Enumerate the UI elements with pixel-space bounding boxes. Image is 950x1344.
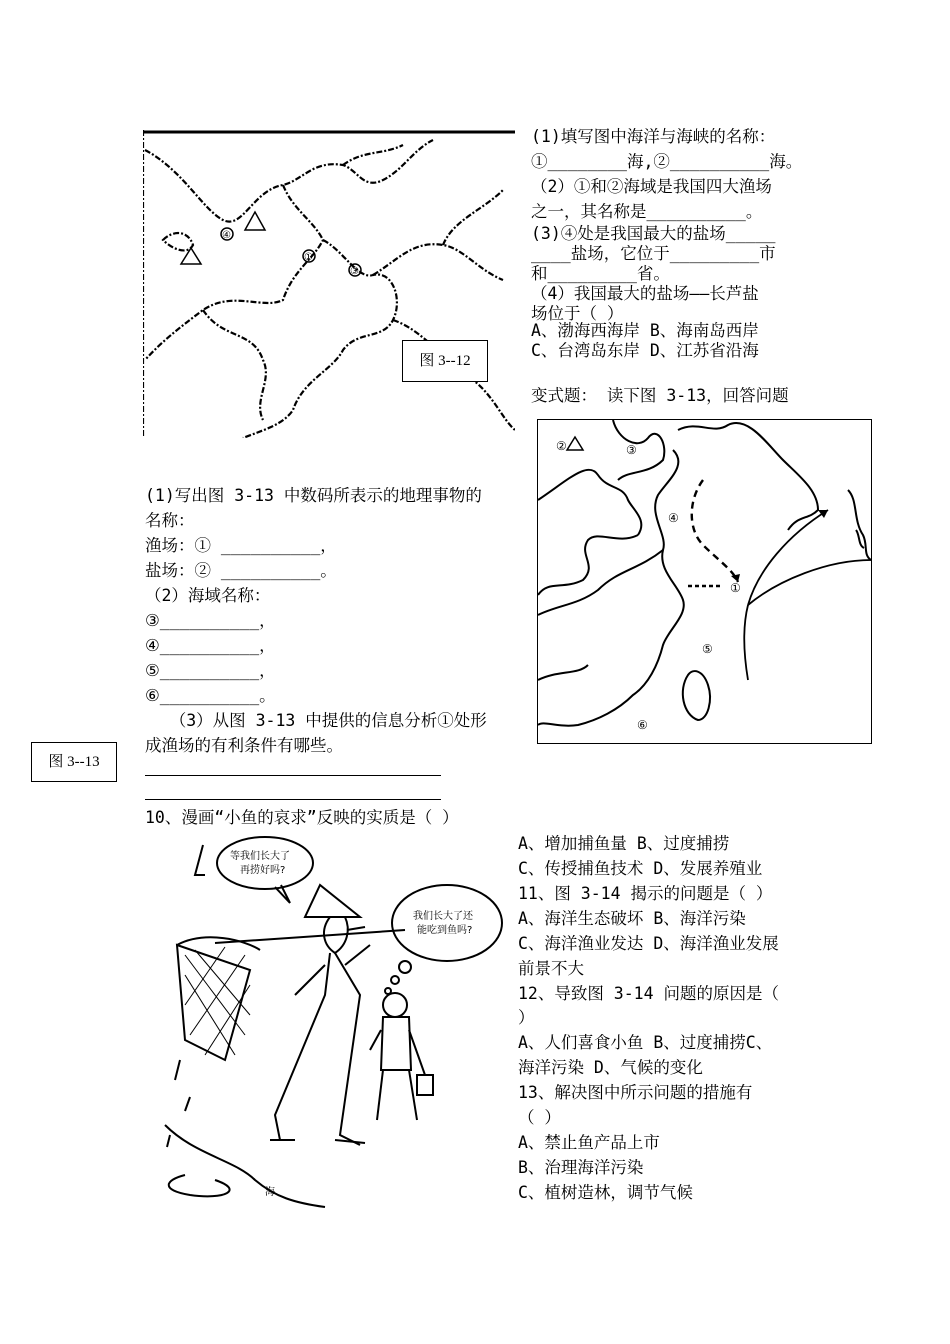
rq-line: 前景不大 xyxy=(518,959,584,978)
map-3-13-label: 图 3--13 xyxy=(31,742,117,782)
q313-line: ③__________， xyxy=(145,611,276,630)
rq-line: A、增加捕鱼量 B、过度捕捞 xyxy=(518,834,730,853)
q1-line: (1)填写图中海洋与海峡的名称： xyxy=(531,127,776,146)
map313-mark-4: ④ xyxy=(668,511,679,525)
rq-line: C、海洋渔业发达 D、海洋渔业发展 xyxy=(518,934,779,953)
q1-line: C、台湾岛东岸 D、江苏省沿海 xyxy=(531,341,759,360)
q313-line: ⑥__________。 xyxy=(145,686,276,705)
cartoon-little-fish xyxy=(155,835,510,1207)
rq-line: C、传授捕鱼技术 D、发展养殖业 xyxy=(518,859,763,878)
rq-line: （ ） xyxy=(518,1108,561,1127)
rq-line: A、人们喜食小鱼 B、过度捕捞C、 xyxy=(518,1033,773,1052)
map312-mark-1: ① xyxy=(304,252,313,263)
cartoon-sea-label: 海 xyxy=(265,1187,275,1198)
q313-line: 盐场：② __________。 xyxy=(145,561,337,580)
map-3-12-coastline xyxy=(143,130,515,438)
q1-line: 和_________省。 xyxy=(531,264,670,283)
q1-line: A、渤海西海岸 B、海南岛西岸 xyxy=(531,321,759,340)
map-3-13-coastline xyxy=(538,420,871,743)
q313-line: （2）海域名称： xyxy=(145,586,271,605)
rq-line: A、海洋生态破坏 B、海洋污染 xyxy=(518,909,746,928)
rq-line: A、禁止鱼产品上市 xyxy=(518,1133,660,1152)
q1-line: 场位于（ ） xyxy=(531,304,624,323)
map313-mark-2: ② xyxy=(556,439,567,453)
map313-mark-1: ① xyxy=(730,581,741,595)
map-3-13 xyxy=(537,419,872,744)
rq-line: 11、图 3-14 揭示的问题是（ ） xyxy=(518,884,773,903)
cartoon-drawing xyxy=(155,835,510,1207)
rq-line: 海洋污染 D、气候的变化 xyxy=(518,1058,703,1077)
bubble-1-line-2: 再捞好吗? xyxy=(240,865,286,876)
q1-line: ①________海,②__________海。 xyxy=(531,152,803,171)
rq-line: 12、导致图 3-14 问题的原因是（ xyxy=(518,984,779,1003)
map313-mark-6: ⑥ xyxy=(637,718,648,732)
map313-mark-3: ③ xyxy=(626,443,637,457)
map313-mark-5: ⑤ xyxy=(702,642,713,656)
map312-mark-3: ③ xyxy=(350,266,359,277)
rq-line: C、植树造林，调节气候 xyxy=(518,1183,693,1202)
rq-line: 13、解决图中所示问题的措施有 xyxy=(518,1083,753,1102)
answer-line-2 xyxy=(145,799,441,800)
q313-line: 渔场：① __________， xyxy=(145,536,337,555)
q1-line: 之一，其名称是__________。 xyxy=(531,202,763,221)
q313-line: ⑤__________， xyxy=(145,661,276,680)
map312-mark-4: ④ xyxy=(222,230,231,241)
rq-line: B、治理海洋污染 xyxy=(518,1158,644,1177)
q1-line: ____盐场，它位于_________市 xyxy=(531,244,776,263)
q1-line: （2）①和②海域是我国四大渔场 xyxy=(531,177,772,196)
q313-line: 名称： xyxy=(145,511,195,530)
variant-question: 变式题： 读下图 3-13，回答问题 xyxy=(531,386,789,405)
bubble-2-line-2: 能吃到鱼吗? xyxy=(417,925,473,936)
map-3-12 xyxy=(143,130,515,438)
q313-line: ④__________， xyxy=(145,636,276,655)
rq-line: ） xyxy=(518,1008,535,1027)
map-3-12-label: 图 3--12 xyxy=(402,340,488,382)
q313-line: （3）从图 3-13 中提供的信息分析①处形 xyxy=(145,711,487,730)
bubble-2-line-1: 我们长大了还 xyxy=(413,911,473,922)
q1-line: (3)④处是我国最大的盐场_____ xyxy=(531,224,776,243)
answer-line-1 xyxy=(145,775,441,776)
q313-line: 成渔场的有利条件有哪些。 xyxy=(145,736,343,755)
bubble-1-line-1: 等我们长大了 xyxy=(230,851,290,862)
q313-line: (1)写出图 3-13 中数码所表示的地理事物的 xyxy=(145,486,482,505)
question-10: 10、漫画“小鱼的哀求”反映的实质是（ ） xyxy=(145,808,459,827)
q1-line: （4）我国最大的盐场——长芦盐 xyxy=(531,284,759,303)
